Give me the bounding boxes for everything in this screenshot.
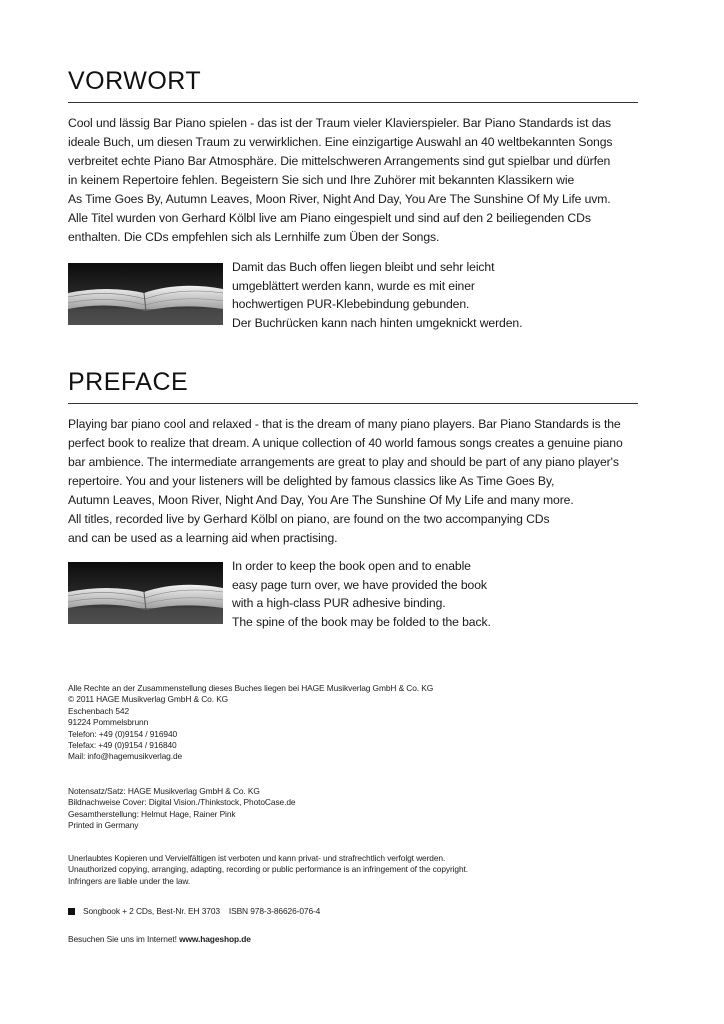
imprint-line: Alle Rechte an der Zusammenstellung dieses Buches liegen bei HAGE Musikverlag GmbH & Co. KG [68, 683, 434, 693]
preface-line: Playing bar piano cool and relaxed - that is the dream of many piano players. Bar Piano Standards is the [68, 417, 621, 431]
preface-line: All titles, recorded live by Gerhard Kölbl on piano, are found on the two accompanying CDs [68, 512, 550, 526]
imprint-line: Bildnachweise Cover: Digital Vision./Thinkstock, PhotoCase.de [68, 797, 296, 808]
vorwort-line: ideale Buch, um diesen Traum zu verwirklichen. Eine einzigartige Auswahl an 40 weltbekannten Songs [68, 135, 613, 149]
preface-book-line: easy page turn over, we have provided the book [232, 577, 487, 592]
product-line: Songbook + 2 CDs, Best-Nr. EH 3703 ISBN 978-3-86626-076-4 [83, 906, 321, 916]
vorwort-paragraph [68, 114, 638, 247]
vorwort-book-line: umgeblättert werden kann, wurde es mit einer [232, 278, 475, 293]
preface-book-line: In order to keep the book open and to enable [232, 559, 471, 573]
imprint-line: Telefax: +49 (0)9154 / 916840 [68, 740, 177, 751]
preface-book-line: The spine of the book may be folded to the back. [232, 614, 491, 629]
preface-book-line: with a high-class PUR adhesive binding. [232, 596, 446, 611]
preface-book-note [232, 557, 491, 631]
vorwort-divider [68, 102, 638, 103]
imprint-line: Notensatz/Satz: HAGE Musikverlag GmbH & Co. KG [68, 786, 260, 796]
imprint-line: Gesamtherstellung: Helmut Hage, Rainer Pink [68, 808, 236, 819]
preface-divider [68, 403, 638, 404]
imprint-line: Telefon: +49 (0)9154 / 916940 [68, 728, 178, 739]
imprint-line: Mail: info@hagemusikverlag.de [68, 751, 183, 762]
open-book-photo [68, 562, 223, 624]
copyright-line: Infringers are liable under the law. [68, 875, 191, 886]
vorwort-line: Cool und lässig Bar Piano spielen - das ist der Traum vieler Klavierspieler. Bar Piano Standards ist das [68, 116, 612, 130]
vorwort-line: Alle Titel wurden von Gerhard Kölbl live am Piano eingespielt und sind auf den 2 beiliegenden CDs [68, 211, 591, 225]
imprint-line: © 2011 HAGE Musikverlag GmbH & Co. KG [68, 694, 229, 705]
open-book-photo [68, 263, 223, 325]
visit-text: Besuchen Sie uns im Internet! [68, 934, 177, 944]
preface-book-block [68, 559, 638, 638]
vorwort-line: verbreitet echte Piano Bar Atmosphäre. Die mittelschweren Arrangements sind gut spielbar und dürfen [68, 154, 611, 168]
preface-line: perfect book to realize that dream. A unique collection of 40 world famous songs creates a genuine piano [68, 436, 623, 450]
vorwort-book-line: hochwertigen PUR-Klebebindung gebunden. [232, 297, 470, 312]
vorwort-line: in keinem Repertoire fehlen. Begeistern Sie sich und Ihre Zuhörer mit bekannten Klassikern wie [68, 173, 575, 187]
website-line [68, 934, 251, 945]
vorwort-book-block [68, 260, 638, 339]
preface-line: bar ambience. The intermediate arrangements are great to play and should be part of any piano player's [68, 455, 619, 469]
product-info [68, 906, 320, 917]
square-bullet-icon [68, 908, 75, 915]
imprint-credits-block [68, 786, 295, 832]
website-link[interactable]: www.hageshop.de [179, 934, 251, 944]
vorwort-section [68, 66, 638, 247]
copyright-notice-block [68, 853, 468, 887]
imprint-line: 91224 Pommelsbrunn [68, 717, 149, 728]
preface-line: Autumn Leaves, Moon River, Night And Day, You Are The Sunshine Of My Life and many more. [68, 493, 574, 507]
vorwort-book-line: Der Buchrücken kann nach hinten umgeknickt werden. [232, 315, 523, 330]
preface-section [68, 367, 638, 548]
copyright-line: Unauthorized copying, arranging, adapting, recording or public performance is an infringement of the copyright. [68, 864, 468, 875]
copyright-line: Unerlaubtes Kopieren und Vervielfältigen ist verboten und kann privat- und strafrechtlich verfolgt werden. [68, 853, 446, 863]
vorwort-book-line: Damit das Buch offen liegen bleibt und sehr leicht [232, 260, 495, 274]
preface-line: repertoire. You and your listeners will be delighted by famous classics like As Time Goes By, [68, 474, 555, 488]
vorwort-line: enthalten. Die CDs empfehlen sich als Lernhilfe zum Üben der Songs. [68, 230, 440, 244]
vorwort-book-note [232, 258, 522, 332]
vorwort-line: As Time Goes By, Autumn Leaves, Moon River, Night And Day, You Are The Sunshine Of My Life uvm. [68, 192, 611, 206]
preface-line: and can be used as a learning aid when practising. [68, 531, 338, 545]
vorwort-title: VORWORT [68, 67, 202, 95]
imprint-contact-block [68, 683, 433, 763]
preface-paragraph [68, 415, 638, 548]
imprint-line: Printed in Germany [68, 820, 139, 831]
preface-title: PREFACE [68, 368, 189, 396]
imprint-line: Eschenbach 542 [68, 705, 129, 716]
